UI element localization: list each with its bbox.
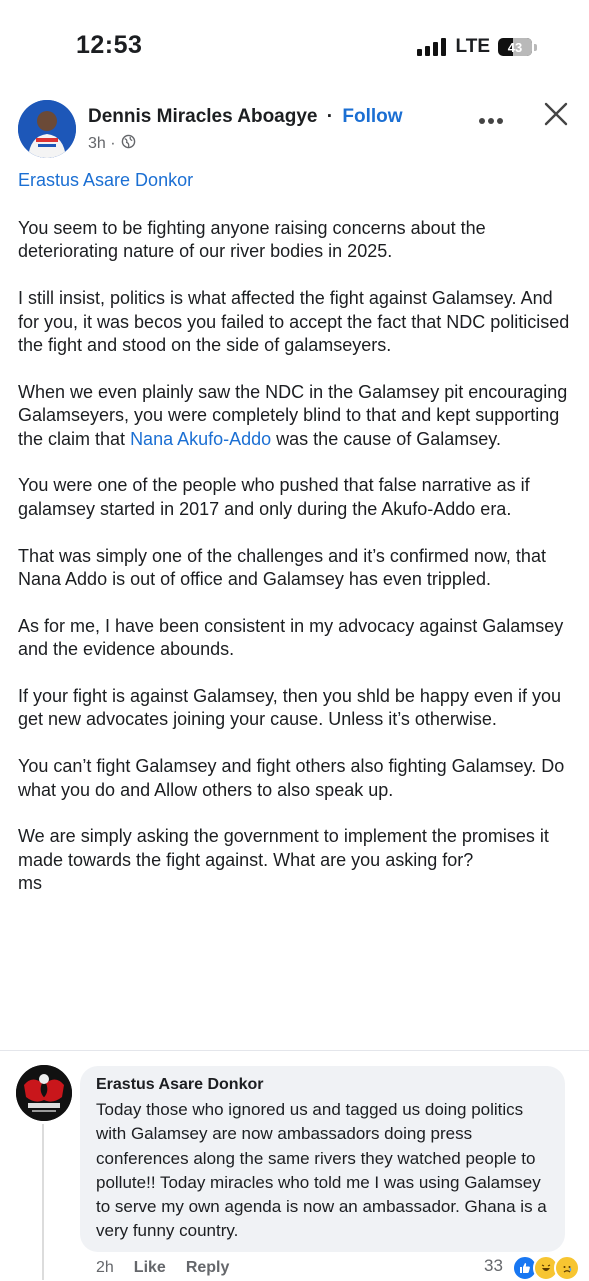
post-paragraph: You were one of the people who pushed that false narrative as if galamsey started in 2017 and only during the Akufo-Addo era.: [18, 475, 530, 519]
comment-actions: [96, 1259, 229, 1277]
comment-text: Today those who ignored us and tagged us doing politics with Galamsey are now ambassadors doing press conferences along the same rivers they watched people to pollute!! Today miracles who told me I was using Galamsey to serve my own agenda is now an ambassador. Ghana is a very funny country.: [96, 1100, 547, 1241]
reaction-icons[interactable]: [512, 1255, 580, 1281]
commenter-avatar[interactable]: [16, 1065, 72, 1121]
post-paragraph: You seem to be fighting anyone raising concerns about the deteriorating nature of our river bodies in 2025.: [18, 218, 486, 262]
post-paragraph: As for me, I have been consistent in my advocacy against Galamsey and the evidence abounds.: [18, 615, 564, 660]
post-text: When we even plainly saw the NDC in the Galamsey pit encouraging Galamseyers, you were completely blind to that and kept supporting the claim that: [18, 381, 568, 449]
divider: [0, 1050, 589, 1051]
like-button[interactable]: Like: [133, 1259, 166, 1276]
thread-line: [42, 1124, 44, 1280]
author-avatar[interactable]: [18, 100, 76, 158]
post-author-name[interactable]: Dennis Miracles Aboagye: [88, 106, 318, 127]
battery-level: 43: [507, 39, 523, 55]
status-icons: [417, 36, 537, 58]
post-paragraph: That was simply one of the challenges and it’s confirmed now, that Nana Addo is out of office and Galamsey has even trippled.: [18, 545, 546, 590]
sad-reaction-icon: [554, 1255, 580, 1281]
post-text: was the cause of Galamsey.: [271, 428, 501, 449]
post-meta: [88, 134, 136, 154]
post-paragraph: [18, 381, 578, 451]
status-time: 12:53: [76, 31, 143, 59]
tagged-user-link[interactable]: Nana Akufo-Addo: [130, 428, 272, 449]
post-paragraph: We are simply asking the government to implement the promises it made towards the fight against. What are you asking for?: [18, 826, 549, 870]
post-body: [18, 217, 578, 896]
post-paragraph: If your fight is against Galamsey, then you shld be happy even if you get new advocates joining your cause. Unless it’s otherwise.: [18, 686, 561, 730]
comment-time[interactable]: 2h: [96, 1259, 114, 1276]
post-author-row: [88, 106, 403, 128]
more-horizontal-icon: [478, 117, 504, 125]
battery-icon: [498, 38, 532, 56]
author-separator: ·: [326, 106, 334, 127]
more-options-button[interactable]: [478, 104, 504, 132]
post-paragraph: You can’t fight Galamsey and fight others also fighting Galamsey. Do what you do and Allow others to also speak up.: [18, 756, 565, 800]
reply-button[interactable]: Reply: [185, 1259, 230, 1276]
network-label: LTE: [455, 36, 490, 57]
close-icon: [543, 101, 569, 127]
battery-cap: [534, 44, 537, 51]
post-time[interactable]: 3h ·: [88, 135, 116, 152]
comment-author[interactable]: Erastus Asare Donkor: [96, 1076, 264, 1093]
post-signoff: ms: [18, 873, 42, 894]
reaction-count[interactable]: 33: [484, 1256, 503, 1275]
globe-icon: [121, 134, 136, 154]
close-button[interactable]: [543, 101, 571, 129]
mentioned-user-link[interactable]: Erastus Asare Donkor: [18, 170, 194, 190]
post-paragraph: I still insist, politics is what affected the fight against Galamsey. And for you, it was becos you failed to accept the fact that NDC politicised the fight and stood on the side of galamseyers.: [18, 288, 570, 356]
follow-button[interactable]: Follow: [342, 106, 403, 127]
signal-icon: [417, 38, 446, 56]
